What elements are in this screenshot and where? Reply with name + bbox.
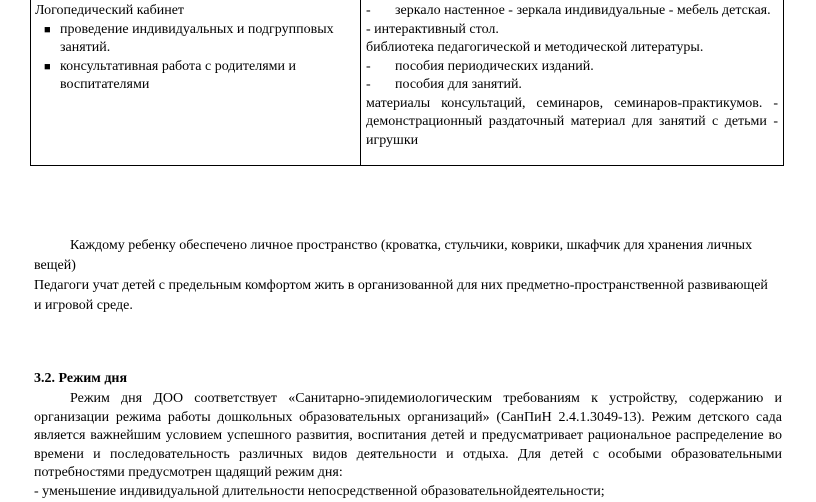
space-paragraph: [34, 236, 782, 316]
equipment-text: пособия для занятий.: [395, 77, 522, 92]
regime-list-item: - уменьшение индивидуальной длительности непосредственной образовательнойдеятельности;: [34, 483, 605, 499]
section-body: [34, 390, 782, 502]
table-column-divider: [360, 0, 361, 165]
list-item-text: проведение индивидуальных и подгрупповых занятий.: [60, 21, 334, 55]
equipment-line: [366, 76, 778, 95]
section-heading: 3.2. Режим дня: [34, 371, 128, 386]
equipment-line: [366, 58, 778, 77]
equipment-table: [30, 0, 784, 166]
equipment-line: - интерактивный стол.: [366, 21, 499, 37]
table-cell-room: [35, 2, 355, 95]
paragraph-line: вещей): [34, 258, 76, 273]
table-cell-equipment: [366, 2, 778, 150]
regime-paragraph: Режим дня ДОО соответствует «Санитарно-эпидемиологическим требованиям к устройству, содержанию и организации режима работы дошкольных образовательных организаций» (СанПиН 2.4.1.3049-13). Режим детского сада является важнейшим условием успешного развития, воспитания детей и предусматривает рациональное распределение во времени и последовательность различных видов деятельности и отдыха. Для детей с особыми образовательными потребностями предусмотрен щадящий режим дня:: [34, 391, 782, 481]
paragraph-line: и игровой среде.: [34, 298, 133, 313]
list-item-text: консультативная работа с родителями и воспитателями: [60, 58, 297, 92]
equipment-line: библиотека педагогической и методической литературы.: [366, 40, 704, 55]
list-item: [35, 21, 355, 58]
square-bullet-icon: ■: [44, 23, 51, 36]
paragraph-line: Каждому ребенку обеспечено личное пространство (кроватка, стульчики, коврики, шкафчик для хранения личных: [70, 238, 753, 253]
dash-marker: -: [366, 77, 371, 92]
equipment-line: материалы консультаций, семинаров, семинаров-практикумов. - демонстрационный раздаточный материал для занятий с детьми - игрушки: [366, 95, 778, 148]
dash-marker: -: [366, 3, 371, 18]
square-bullet-icon: ■: [44, 60, 51, 73]
equipment-text: пособия периодических изданий.: [395, 58, 594, 74]
room-title: Логопедический кабинет: [35, 3, 185, 18]
equipment-text: зеркало настенное - зеркала индивидуальные - мебель детская.: [395, 3, 771, 18]
equipment-line: [366, 2, 778, 21]
dash-marker: -: [366, 58, 371, 74]
list-item: [35, 58, 355, 95]
paragraph-line: Педагоги учат детей с предельным комфортом жить в организованной для них предметно-пространственной развивающей: [34, 278, 768, 293]
